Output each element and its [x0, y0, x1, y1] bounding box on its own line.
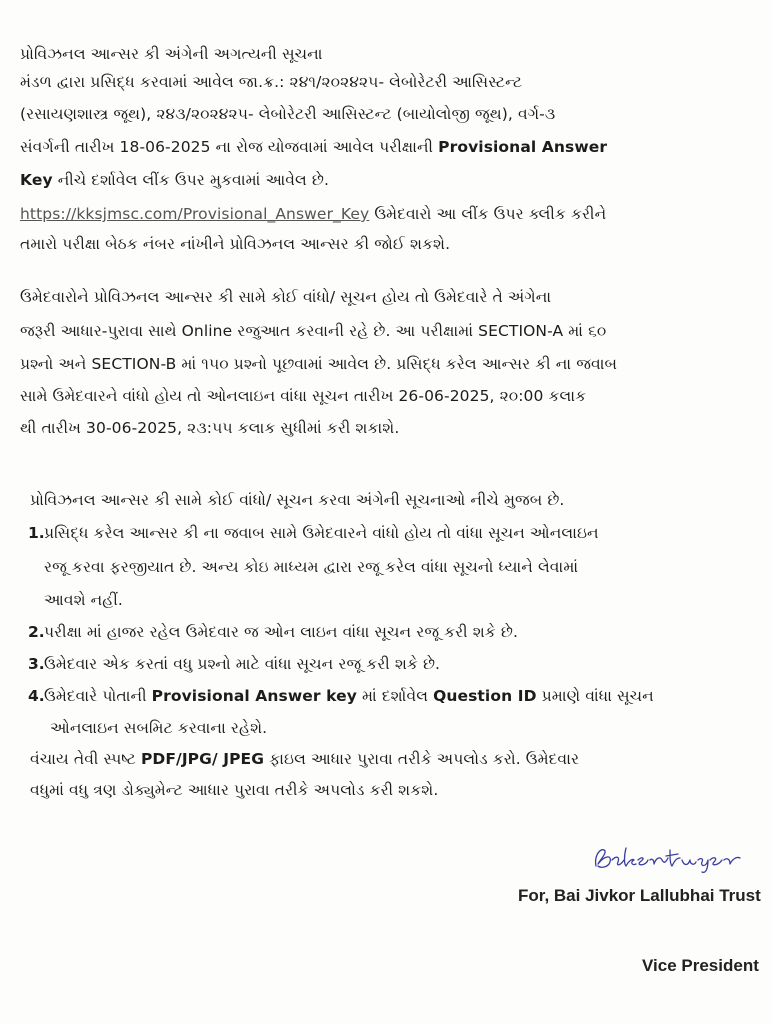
para1-line1: મંડળ દ્વારા પ્રસિદ્ધ કરવામાં આવેલ જા.ક્ર.: ૨૪૧/૨૦૨૪૨૫- લેબોરેટરી આસિસ્ટન્ટ [20, 73, 523, 91]
item2-line1: પરીક્ષા માં હાજર રહેલ ઉમેદવાર જ ઓન લાઇન વાંધા સૂચન રજૂ કરી શકે છે. [44, 623, 518, 641]
item3-number: 3. [28, 655, 45, 673]
item4-text-a: ઉમેદવારે પોતાની [44, 687, 147, 705]
para2-line4: સામે ઉમેદવારને વાંધો હોય તો ઓનલાઇન વાંધા સૂચન તારીખ 26-06-2025, ૨૦:00 કલાક [20, 387, 587, 405]
item4-line1 [44, 686, 760, 706]
para1-line3 [20, 137, 760, 157]
para1-line3-text: સંવર્ગની તારીખ 18-06-2025 ના રોજ યોજવામાં આવેલ પરીક્ષાની [20, 138, 434, 156]
para1-line4 [20, 170, 760, 190]
item4-number: 4. [28, 687, 45, 705]
handwritten-signature [590, 838, 750, 878]
para2-line2: જરૂરી આધાર-પુરાવા સાથે Online રજુઆત કરવાની રહે છે. આ પરીક્ષામાં SECTION-A માં ૬૦ [20, 322, 607, 340]
item4-text-b: માં દર્શાવેલ [361, 687, 429, 705]
item4-line2: ઓનલાઇન સબમિટ કરવાના રહેશે. [50, 719, 268, 737]
closing-line1 [30, 749, 760, 769]
item2-number: 2. [28, 623, 45, 641]
closing-text-a: વંચાય તેવી સ્પષ્ટ [30, 750, 136, 768]
provisional-answer-key-label: Provisional Answer key [151, 687, 357, 705]
closing-line2: વધુમાં વધુ ત્રણ ડોક્યુમેન્ટ આધાર પુરાવા તરીકે અપલોડ કરી શકશે. [30, 781, 439, 799]
organization-name: For, Bai Jivkor Lallubhai Trust [518, 886, 761, 905]
item1-line1: પ્રસિદ્ધ કરેલ આન્સર કી ના જવાબ સામે ઉમેદવારને વાંધો હોય તો વાંધા સૂચન ઓનલાઇન [44, 524, 599, 542]
item3-line1: ઉમેદવાર એક કરતાં વધુ પ્રશ્નો માટે વાંધા સૂચન રજૂ કરી શકે છે. [44, 655, 441, 673]
para1-line5 [20, 204, 760, 224]
provisional-answer-label: Provisional Answer [438, 138, 608, 156]
answer-key-link[interactable]: https://kksjmsc.com/Provisional_Answer_Key [20, 205, 370, 223]
designation: Vice President [642, 956, 759, 975]
question-id-label: Question ID [433, 687, 537, 705]
notice-title: પ્રોવિઝનલ આન્સર કી અંગેની અગત્યની સૂચના [20, 45, 323, 63]
item1-line3: આવશે નહીં. [44, 591, 123, 609]
item1-number: 1. [28, 524, 45, 542]
item1-line2: રજૂ કરવા ફરજીયાત છે. અન્ય કોઇ માધ્યમ દ્વારા રજૂ કરેલ વાંધા સૂચનો ધ્યાને લેવામાં [44, 558, 579, 576]
para1-line5-text: ઉમેદવારો આ લીંક ઉપર ક્લીક કરીને [374, 205, 607, 223]
instructions-heading: પ્રોવિઝનલ આન્સર કી સામે કોઈ વાંધો/ સૂચન કરવા અંગેની સૂચનાઓ નીચે મુજબ છે. [30, 491, 565, 509]
para2-line5: થી તારીખ 30-06-2025, ૨૩:૫૫ કલાક સુધીમાં કરી શકાશે. [20, 419, 400, 437]
para1-line2: (રસાયણશાસ્ત્ર જૂથ), ૨૪૩/૨૦૨૪૨૫- લેબોરેટરી આસિસ્ટન્ટ (બાયોલોજી જૂથ), વર્ગ-૩ [20, 105, 556, 123]
para1-line6: તમારો પરીક્ષા બેઠક નંબર નાંખીને પ્રોવિઝનલ આન્સર કી જોઈ શકશે. [20, 235, 451, 253]
para1-line4-text: નીચે દર્શાવેલ લીંક ઉપર મુકવામાં આવેલ છે. [57, 171, 329, 189]
para2-line1: ઉમેદવારોને પ્રોવિઝનલ આન્સર કી સામે કોઈ વાંધો/ સૂચન હોય તો ઉમેદવારે તે અંગેના [20, 288, 552, 306]
file-formats-label: PDF/JPG/ JPEG [140, 750, 265, 768]
closing-text-b: ફાઇલ આધાર પુરાવા તરીકે અપલોડ કરો. ઉમેદવાર [269, 750, 580, 768]
para2-line3: પ્રશ્નો અને SECTION-B માં ૧૫૦ પ્રશ્નો પૂછવામાં આવેલ છે. પ્રસિદ્ધ કરેલ આન્સર કી ના જવાબ [20, 355, 618, 373]
item4-text-c: પ્રમાણે વાંધા સૂચન [541, 687, 654, 705]
key-label: Key [20, 171, 53, 189]
